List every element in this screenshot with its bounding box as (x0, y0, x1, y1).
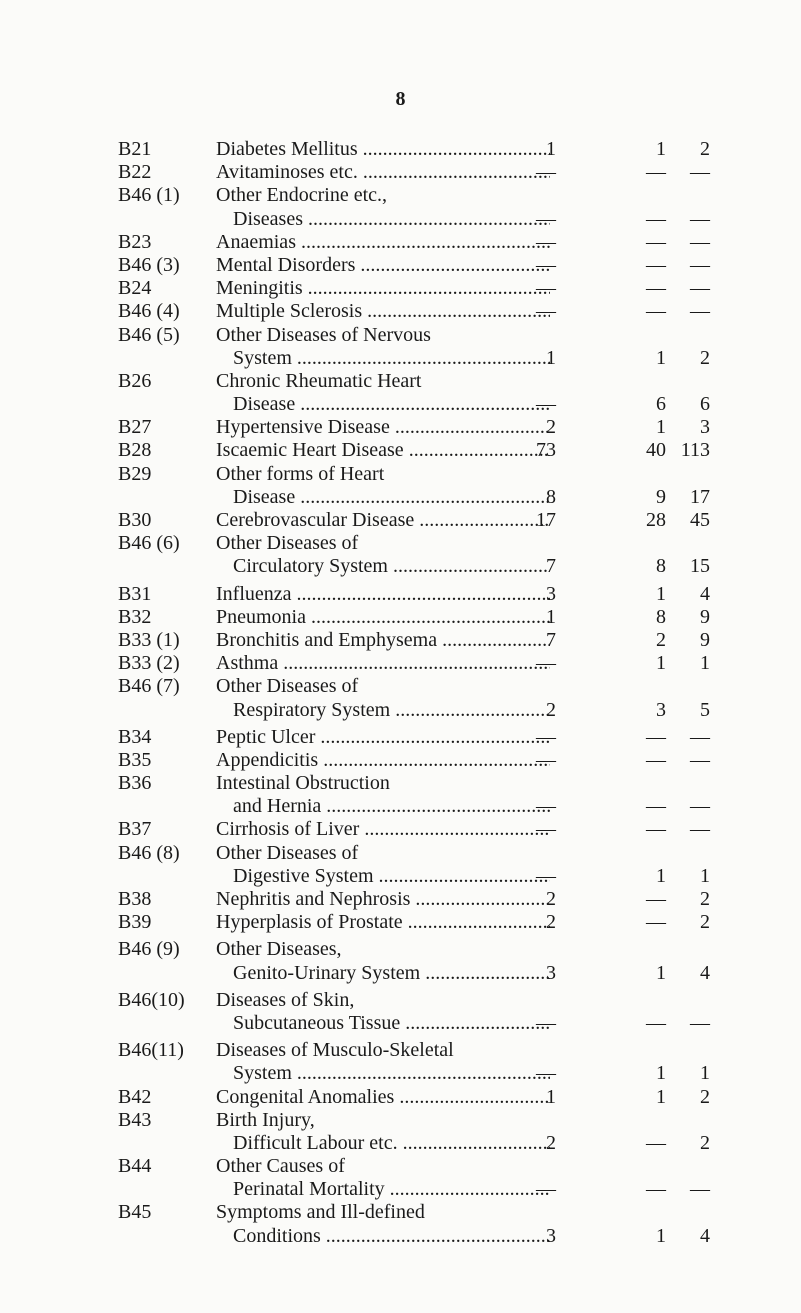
table-row (0, 911, 801, 934)
row-description: Other Causes of (216, 1155, 345, 1178)
value-col-2: — (646, 300, 666, 323)
value-col-3: 17 (690, 485, 710, 508)
row-code: B29 (118, 462, 152, 485)
table-row (0, 300, 801, 323)
value-col-3: — (690, 161, 710, 184)
row-description: Multiple Sclerosis ..... (216, 300, 550, 323)
row-code: B26 (118, 369, 152, 392)
value-col-1: 7 (546, 555, 556, 578)
row-description: Symptoms and Ill-defined (216, 1201, 425, 1224)
table-row-continuation (0, 347, 801, 370)
row-description: Iscaemic Heart Disease ..... (216, 439, 550, 462)
table-row (0, 842, 801, 865)
row-code: B46 (3) (118, 253, 180, 276)
value-col-2: — (646, 795, 666, 818)
row-code: B45 (118, 1201, 152, 1224)
row-code: B30 (118, 509, 152, 531)
table-row-continuation (0, 699, 801, 722)
table-row (0, 675, 801, 698)
row-description: Genito-Urinary System ..... (233, 962, 550, 985)
value-col-2: — (646, 207, 666, 230)
row-code: B23 (118, 230, 152, 253)
value-col-2: — (646, 748, 666, 771)
value-col-1: — (536, 393, 556, 416)
row-code: B28 (118, 439, 152, 462)
row-description: Diabetes Mellitus ..... (216, 138, 550, 161)
table-row (0, 938, 801, 961)
mortality-table (0, 138, 801, 1248)
table-row (0, 254, 801, 277)
row-code: B46 (4) (118, 300, 180, 323)
table-row (0, 652, 801, 675)
value-col-1: — (536, 1011, 556, 1034)
row-code: B33 (2) (118, 652, 180, 675)
table-row (0, 1086, 801, 1109)
row-code: B24 (118, 277, 152, 300)
value-col-2: — (646, 888, 666, 910)
row-code: B37 (118, 818, 152, 841)
value-col-2: — (646, 818, 666, 841)
table-row (0, 416, 801, 439)
value-col-1: 3 (546, 961, 556, 984)
value-col-2: 1 (656, 1062, 666, 1085)
row-description: Disease ..... (233, 486, 550, 509)
value-col-2: — (646, 1131, 666, 1154)
row-code: B46 (6) (118, 532, 180, 555)
table-row (0, 324, 801, 347)
row-code: B44 (118, 1155, 152, 1178)
row-code: B22 (118, 161, 152, 184)
value-col-1: — (536, 1178, 556, 1201)
table-row (0, 184, 801, 207)
value-col-1: — (536, 818, 556, 841)
value-col-2: 1 (656, 1085, 666, 1108)
value-col-2: 1 (656, 1224, 666, 1247)
value-col-2: 3 (656, 698, 666, 721)
table-row (0, 818, 801, 841)
row-code: B46 (5) (118, 323, 180, 346)
table-row (0, 231, 801, 254)
table-row (0, 1201, 801, 1224)
table-row (0, 161, 801, 184)
row-description: Congenital Anomalies ..... (216, 1086, 550, 1109)
value-col-1: 2 (546, 888, 556, 910)
value-col-2: 9 (656, 485, 666, 508)
value-col-3: 15 (690, 555, 710, 578)
table-row-continuation (0, 1132, 801, 1155)
table-row (0, 277, 801, 300)
value-col-1: 7 (546, 628, 556, 651)
table-row (0, 606, 801, 629)
value-col-2: 8 (656, 605, 666, 628)
value-col-1: — (536, 300, 556, 323)
row-code: B35 (118, 748, 152, 771)
row-description: Mental Disorders ..... (216, 254, 550, 277)
value-col-3: — (690, 795, 710, 818)
row-description: Avitaminoses etc. ..... (216, 161, 550, 184)
table-row (0, 772, 801, 795)
row-code: B46 (1) (118, 184, 180, 207)
value-col-3: 1 (700, 864, 710, 887)
value-col-3: 4 (700, 1224, 710, 1247)
row-description: System ..... (233, 347, 550, 370)
row-code: B46(10) (118, 988, 185, 1011)
value-col-3: — (690, 1178, 710, 1201)
table-row (0, 989, 801, 1012)
value-col-1: — (536, 161, 556, 184)
row-description: Conditions ..... (233, 1225, 550, 1248)
value-col-1: 3 (546, 582, 556, 605)
value-col-3: 9 (700, 628, 710, 651)
value-col-1: — (536, 725, 556, 748)
table-row-continuation (0, 1012, 801, 1035)
value-col-2: 1 (656, 138, 666, 160)
value-col-3: 2 (700, 888, 710, 910)
value-col-1: — (536, 1062, 556, 1085)
table-row (0, 583, 801, 606)
table-row (0, 370, 801, 393)
table-row-continuation (0, 208, 801, 231)
row-description: Respiratory System ..... (233, 699, 550, 722)
table-row (0, 1109, 801, 1132)
value-col-1: 1 (546, 605, 556, 628)
row-description: Meningitis ..... (216, 277, 550, 300)
row-description: Peptic Ulcer ..... (216, 726, 550, 749)
table-row (0, 509, 801, 532)
value-col-1: 3 (546, 1224, 556, 1247)
value-col-2: 1 (656, 582, 666, 605)
value-col-2: — (646, 911, 666, 934)
value-col-1: — (536, 748, 556, 771)
table-row-continuation (0, 962, 801, 985)
value-col-3: — (690, 207, 710, 230)
row-description: Digestive System ..... (233, 865, 550, 888)
value-col-3: — (690, 1011, 710, 1034)
row-description: Nephritis and Nephrosis ..... (216, 888, 550, 911)
row-code: B39 (118, 911, 152, 934)
row-description: Disease ..... (233, 393, 550, 416)
value-col-1: — (536, 253, 556, 276)
table-row-continuation (0, 1062, 801, 1085)
value-col-2: 1 (656, 346, 666, 369)
row-code: B31 (118, 582, 152, 605)
value-col-1: 1 (546, 138, 556, 160)
row-description: Cirrhosis of Liver ..... (216, 818, 550, 841)
table-row-continuation (0, 393, 801, 416)
table-row (0, 1039, 801, 1062)
value-col-1: 73 (536, 439, 556, 462)
value-col-2: 1 (656, 652, 666, 675)
table-row (0, 1155, 801, 1178)
value-col-1: 8 (546, 485, 556, 508)
value-col-2: 40 (646, 439, 666, 462)
row-description: Intestinal Obstruction (216, 772, 390, 795)
row-code: B38 (118, 888, 152, 910)
row-code: B34 (118, 725, 152, 748)
value-col-2: — (646, 277, 666, 300)
row-description: Diseases ..... (233, 208, 550, 231)
value-col-2: — (646, 161, 666, 184)
table-row (0, 888, 801, 911)
value-col-3: 4 (700, 961, 710, 984)
table-row-continuation (0, 1178, 801, 1201)
row-code: B27 (118, 416, 152, 439)
row-description: System ..... (233, 1062, 550, 1085)
row-description: Perinatal Mortality ..... (233, 1178, 550, 1201)
table-row-continuation (0, 555, 801, 578)
value-col-1: — (536, 230, 556, 253)
row-description: Subcutaneous Tissue ..... (233, 1012, 550, 1035)
row-code: B33 (1) (118, 628, 180, 651)
value-col-2: — (646, 725, 666, 748)
value-col-3: — (690, 725, 710, 748)
value-col-1: — (536, 207, 556, 230)
value-col-3: 9 (700, 605, 710, 628)
value-col-2: 1 (656, 416, 666, 439)
row-description: Other Diseases, (216, 938, 342, 961)
value-col-1: 2 (546, 911, 556, 934)
value-col-3: 2 (700, 346, 710, 369)
value-col-3: — (690, 748, 710, 771)
row-description: and Hernia ..... (233, 795, 550, 818)
row-code: B32 (118, 605, 152, 628)
value-col-1: 2 (546, 698, 556, 721)
value-col-1: — (536, 652, 556, 675)
value-col-2: 2 (656, 628, 666, 651)
row-code: B46(11) (118, 1039, 184, 1062)
row-description: Bronchitis and Emphysema ..... (216, 629, 550, 652)
row-description: Influenza ..... (216, 583, 550, 606)
value-col-3: — (690, 818, 710, 841)
table-row (0, 629, 801, 652)
row-description: Cerebrovascular Disease ..... (216, 509, 550, 532)
value-col-2: — (646, 230, 666, 253)
table-row (0, 463, 801, 486)
value-col-3: — (690, 277, 710, 300)
row-description: Asthma ..... (216, 652, 550, 675)
value-col-3: 3 (700, 416, 710, 439)
row-description: Chronic Rheumatic Heart (216, 369, 422, 392)
row-description: Other Diseases of Nervous (216, 323, 431, 346)
value-col-2: — (646, 1178, 666, 1201)
row-description: Other forms of Heart (216, 462, 385, 485)
value-col-1: — (536, 277, 556, 300)
row-description: Diseases of Skin, (216, 988, 355, 1011)
value-col-3: 4 (700, 582, 710, 605)
row-description: Other Diseases of (216, 841, 359, 864)
row-description: Hypertensive Disease ..... (216, 416, 550, 439)
row-code: B46 (7) (118, 675, 180, 698)
row-description: Other Diseases of (216, 675, 359, 698)
table-row-continuation (0, 486, 801, 509)
table-row-continuation (0, 795, 801, 818)
page-number: 8 (395, 88, 406, 110)
row-description: Pneumonia ..... (216, 606, 550, 629)
value-col-3: 2 (700, 911, 710, 934)
value-col-2: 8 (656, 555, 666, 578)
value-col-3: 1 (700, 652, 710, 675)
value-col-3: 5 (700, 698, 710, 721)
value-col-3: 1 (700, 1062, 710, 1085)
value-col-3: — (690, 230, 710, 253)
value-col-1: — (536, 864, 556, 887)
value-col-3: 6 (700, 393, 710, 416)
row-code: B46 (8) (118, 841, 180, 864)
value-col-1: 2 (546, 416, 556, 439)
table-row (0, 439, 801, 462)
row-description: Difficult Labour etc. ..... (233, 1132, 550, 1155)
row-description: Circulatory System ..... (233, 555, 550, 578)
table-row (0, 532, 801, 555)
table-row (0, 749, 801, 772)
value-col-3: 2 (700, 1131, 710, 1154)
row-description: Hyperplasis of Prostate ..... (216, 911, 550, 934)
value-col-3: 45 (690, 509, 710, 531)
row-description: Birth Injury, (216, 1108, 315, 1131)
row-code: B36 (118, 772, 152, 795)
value-col-3: 2 (700, 138, 710, 160)
row-description: Other Endocrine etc., (216, 184, 388, 207)
value-col-1: — (536, 795, 556, 818)
row-code: B43 (118, 1108, 152, 1131)
value-col-2: — (646, 1011, 666, 1034)
table-row (0, 726, 801, 749)
value-col-3: — (690, 253, 710, 276)
row-description: Anaemias ..... (216, 231, 550, 254)
value-col-1: 1 (546, 1085, 556, 1108)
value-col-2: 28 (646, 509, 666, 531)
value-col-3: 2 (700, 1085, 710, 1108)
table-row (0, 138, 801, 161)
value-col-1: 1 (546, 346, 556, 369)
row-code: B42 (118, 1085, 152, 1108)
value-col-2: 1 (656, 961, 666, 984)
row-description: Appendicitis ..... (216, 749, 550, 772)
table-row-continuation (0, 865, 801, 888)
value-col-2: — (646, 253, 666, 276)
value-col-3: — (690, 300, 710, 323)
value-col-1: 2 (546, 1131, 556, 1154)
value-col-2: 1 (656, 864, 666, 887)
value-col-2: 6 (656, 393, 666, 416)
row-description: Other Diseases of (216, 532, 359, 555)
value-col-3: 113 (680, 439, 710, 462)
row-code: B21 (118, 138, 152, 160)
value-col-1: 17 (536, 509, 556, 531)
row-description: Diseases of Musculo-Skeletal (216, 1039, 454, 1062)
row-code: B46 (9) (118, 938, 180, 961)
table-row-continuation (0, 1225, 801, 1248)
